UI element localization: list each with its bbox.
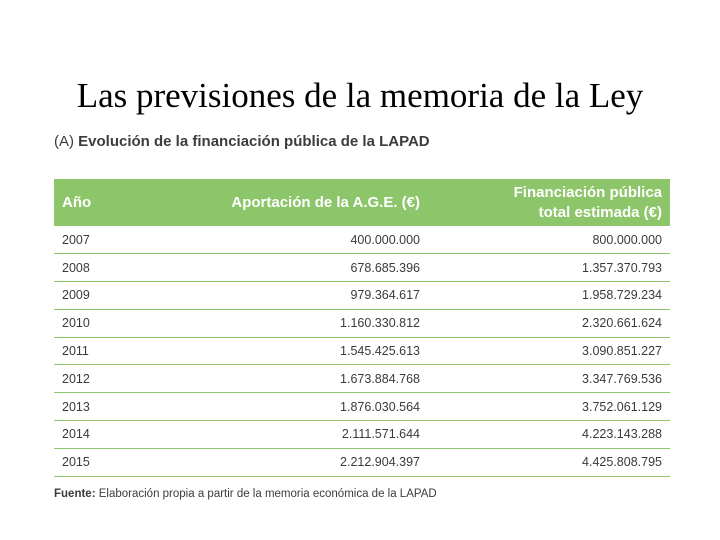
slide-title: Las previsiones de la memoria de la Ley: [76, 76, 644, 115]
cell-total-financing: 1.958.729.234: [582, 288, 662, 303]
cell-year: 2011: [62, 344, 89, 359]
table-header-row: [54, 179, 670, 226]
table-heading: [54, 133, 430, 150]
cell-age-contribution: 678.685.396: [350, 260, 420, 275]
cell-year: 2015: [62, 455, 90, 470]
financing-table: [54, 179, 670, 477]
cell-year: 2012: [62, 371, 90, 386]
cell-total-financing: 3.090.851.227: [582, 344, 662, 359]
cell-year: 2014: [62, 427, 90, 442]
cell-age-contribution: 1.876.030.564: [340, 399, 420, 414]
table-row: [54, 282, 670, 310]
cell-total-financing: 4.425.808.795: [582, 455, 662, 470]
cell-total-financing: 2.320.661.624: [582, 316, 662, 331]
table-row: [54, 393, 670, 421]
cell-year: 2009: [62, 288, 90, 303]
cell-age-contribution: 979.364.617: [350, 288, 420, 303]
table-row: [54, 365, 670, 393]
table-row: [54, 254, 670, 282]
source-note: [54, 488, 437, 500]
table-row: [54, 337, 670, 365]
cell-age-contribution: 1.160.330.812: [340, 316, 420, 331]
cell-year: 2008: [62, 260, 90, 275]
cell-age-contribution: 1.673.884.768: [340, 371, 420, 386]
cell-age-contribution: 2.212.904.397: [340, 455, 420, 470]
source-text: Elaboración propia a partir de la memoria económica de la LAPAD: [98, 488, 437, 500]
cell-total-financing: 3.752.061.129: [582, 399, 662, 414]
cell-total-financing: 800.000.000: [592, 232, 662, 247]
cell-total-financing: 1.357.370.793: [582, 260, 662, 275]
table-row: [54, 448, 670, 476]
table-heading-text: Evolución de la financiación pública de la LAPAD: [78, 133, 430, 150]
column-header-year: Año: [62, 193, 92, 211]
column-header-total-line2: total estimada (€): [538, 203, 662, 221]
column-header-total-line1: Financiación pública: [513, 183, 662, 201]
cell-year: 2010: [62, 316, 90, 331]
source-label: Fuente:: [54, 488, 96, 500]
cell-age-contribution: 1.545.425.613: [340, 344, 420, 359]
cell-age-contribution: 400.000.000: [350, 232, 420, 247]
table-heading-prefix: (A): [54, 133, 74, 150]
cell-age-contribution: 2.111.571.644: [341, 427, 420, 442]
table-row: [54, 421, 670, 449]
table-row: [54, 226, 670, 254]
cell-total-financing: 3.347.769.536: [582, 371, 662, 386]
column-header-total-financing: [428, 179, 670, 226]
cell-year: 2007: [62, 232, 90, 247]
table-row: [54, 309, 670, 337]
column-header-age-contribution: Aportación de la A.G.E. (€): [231, 193, 420, 211]
cell-year: 2013: [62, 399, 90, 414]
cell-total-financing: 4.223.143.288: [582, 427, 662, 442]
